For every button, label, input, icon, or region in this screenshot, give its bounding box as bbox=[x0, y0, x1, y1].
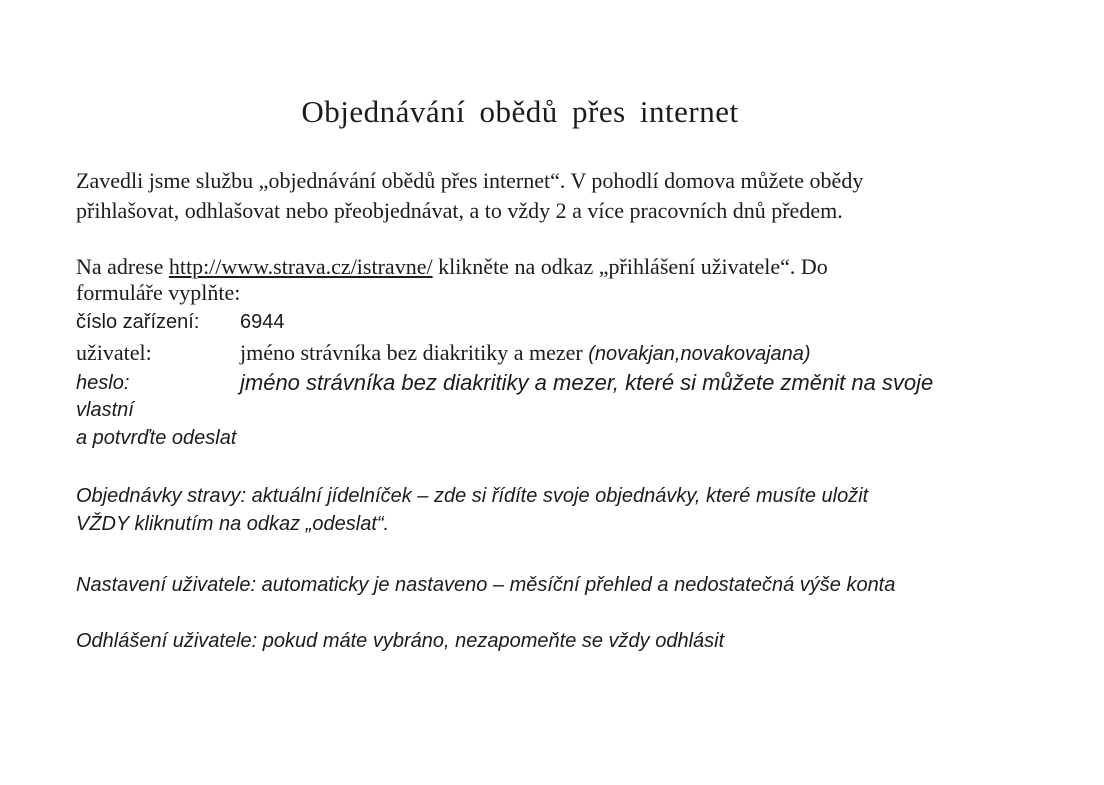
logout-line: Odhlášení uživatele: pokud máte vybráno, nezapomeňte se vždy odhlásit bbox=[76, 630, 725, 652]
intro-line-2: přihlašovat, odhlašovat nebo přeobjednávat, a to vždy 2 a více pracovních dnů předem. bbox=[76, 198, 843, 223]
settings-line: Nastavení uživatele: automaticky je nastaveno – měsíční přehled a nedostatečná výše konta bbox=[76, 574, 896, 596]
page-title: Objednávání obědů přes internet bbox=[301, 94, 739, 129]
user-value: jméno strávníka bez diakritiky a mezer bbox=[240, 340, 583, 365]
device-value: 6944 bbox=[240, 311, 285, 333]
password-label: heslo: bbox=[76, 372, 130, 394]
address-line bbox=[76, 254, 828, 280]
device-label: číslo zařízení: bbox=[76, 311, 200, 333]
user-value-row bbox=[240, 340, 811, 367]
password-value: jméno strávníka bez diakritiky a mezer, které si můžete změnit na svoje bbox=[240, 370, 934, 395]
address-suffix: klikněte na odkaz „přihlášení uživatele“. Do bbox=[438, 254, 828, 279]
intro-line-1: Zavedli jsme službu „objednávání obědů přes internet“. V pohodlí domova můžete obědy bbox=[76, 168, 864, 193]
confirm-line: a potvrďte odeslat bbox=[76, 427, 237, 449]
strava-url-link[interactable]: http://www.strava.cz/istravne/ bbox=[168, 254, 433, 279]
password-cont: vlastní bbox=[76, 399, 134, 421]
orders-line-2: VŽDY kliknutím na odkaz „odeslat“. bbox=[76, 513, 390, 535]
user-example: (novakjan,novakovajana) bbox=[588, 343, 811, 365]
user-label: uživatel: bbox=[76, 340, 152, 365]
address-prefix: Na adrese bbox=[76, 254, 164, 279]
address-line-2: formuláře vyplňte: bbox=[76, 280, 241, 305]
orders-line-1: Objednávky stravy: aktuální jídelníček – zde si řídíte svoje objednávky, které musíte uložit bbox=[76, 485, 869, 507]
